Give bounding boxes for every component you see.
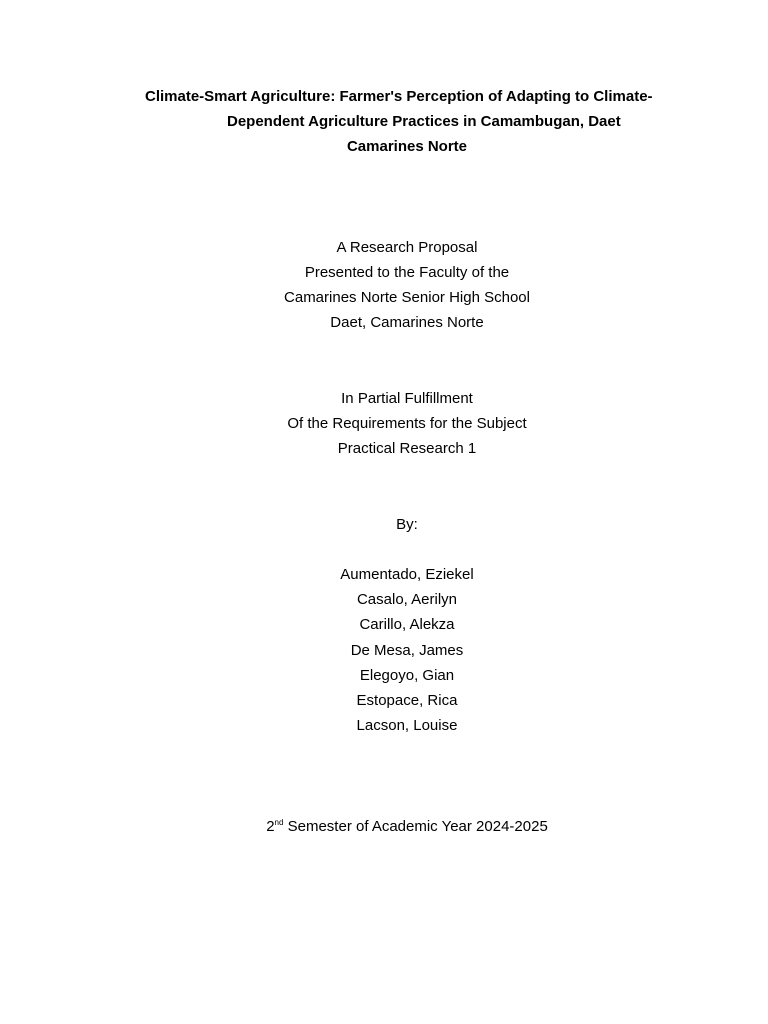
proposal-line-2: Presented to the Faculty of the	[304, 264, 510, 281]
author-name: De Mesa, James	[350, 642, 464, 659]
proposal-line-4: Daet, Camarines Norte	[330, 314, 484, 331]
by-label: By:	[396, 516, 418, 533]
fulfillment-line-1: In Partial Fulfillment	[341, 390, 473, 407]
title-line-3: Camarines Norte	[346, 138, 468, 155]
title-line-2: Dependent Agriculture Practices in Camambugan, Daet	[227, 113, 621, 130]
semester-line	[0, 818, 768, 836]
semester-ordinal-suffix: nd	[274, 818, 284, 827]
author-name: Elegoyo, Gian	[359, 667, 455, 684]
fulfillment-line-2: Of the Requirements for the Subject	[287, 415, 527, 432]
fulfillment-line-3: Practical Research 1	[337, 440, 477, 457]
proposal-line-3: Camarines Norte Senior High School	[284, 289, 530, 306]
proposal-line-1: A Research Proposal	[336, 239, 478, 256]
semester-text: Semester of Academic Year 2024-2025	[283, 818, 548, 835]
author-name: Casalo, Aerilyn	[356, 591, 458, 608]
author-name: Carillo, Alekza	[359, 616, 455, 633]
author-name: Lacson, Louise	[356, 717, 458, 734]
title-line-1: Climate-Smart Agriculture: Farmer's Perception of Adapting to Climate-	[145, 88, 653, 105]
semester-ordinal-number: 2	[266, 818, 275, 835]
author-name: Aumentado, Eziekel	[340, 566, 474, 583]
author-name: Estopace, Rica	[356, 692, 458, 709]
